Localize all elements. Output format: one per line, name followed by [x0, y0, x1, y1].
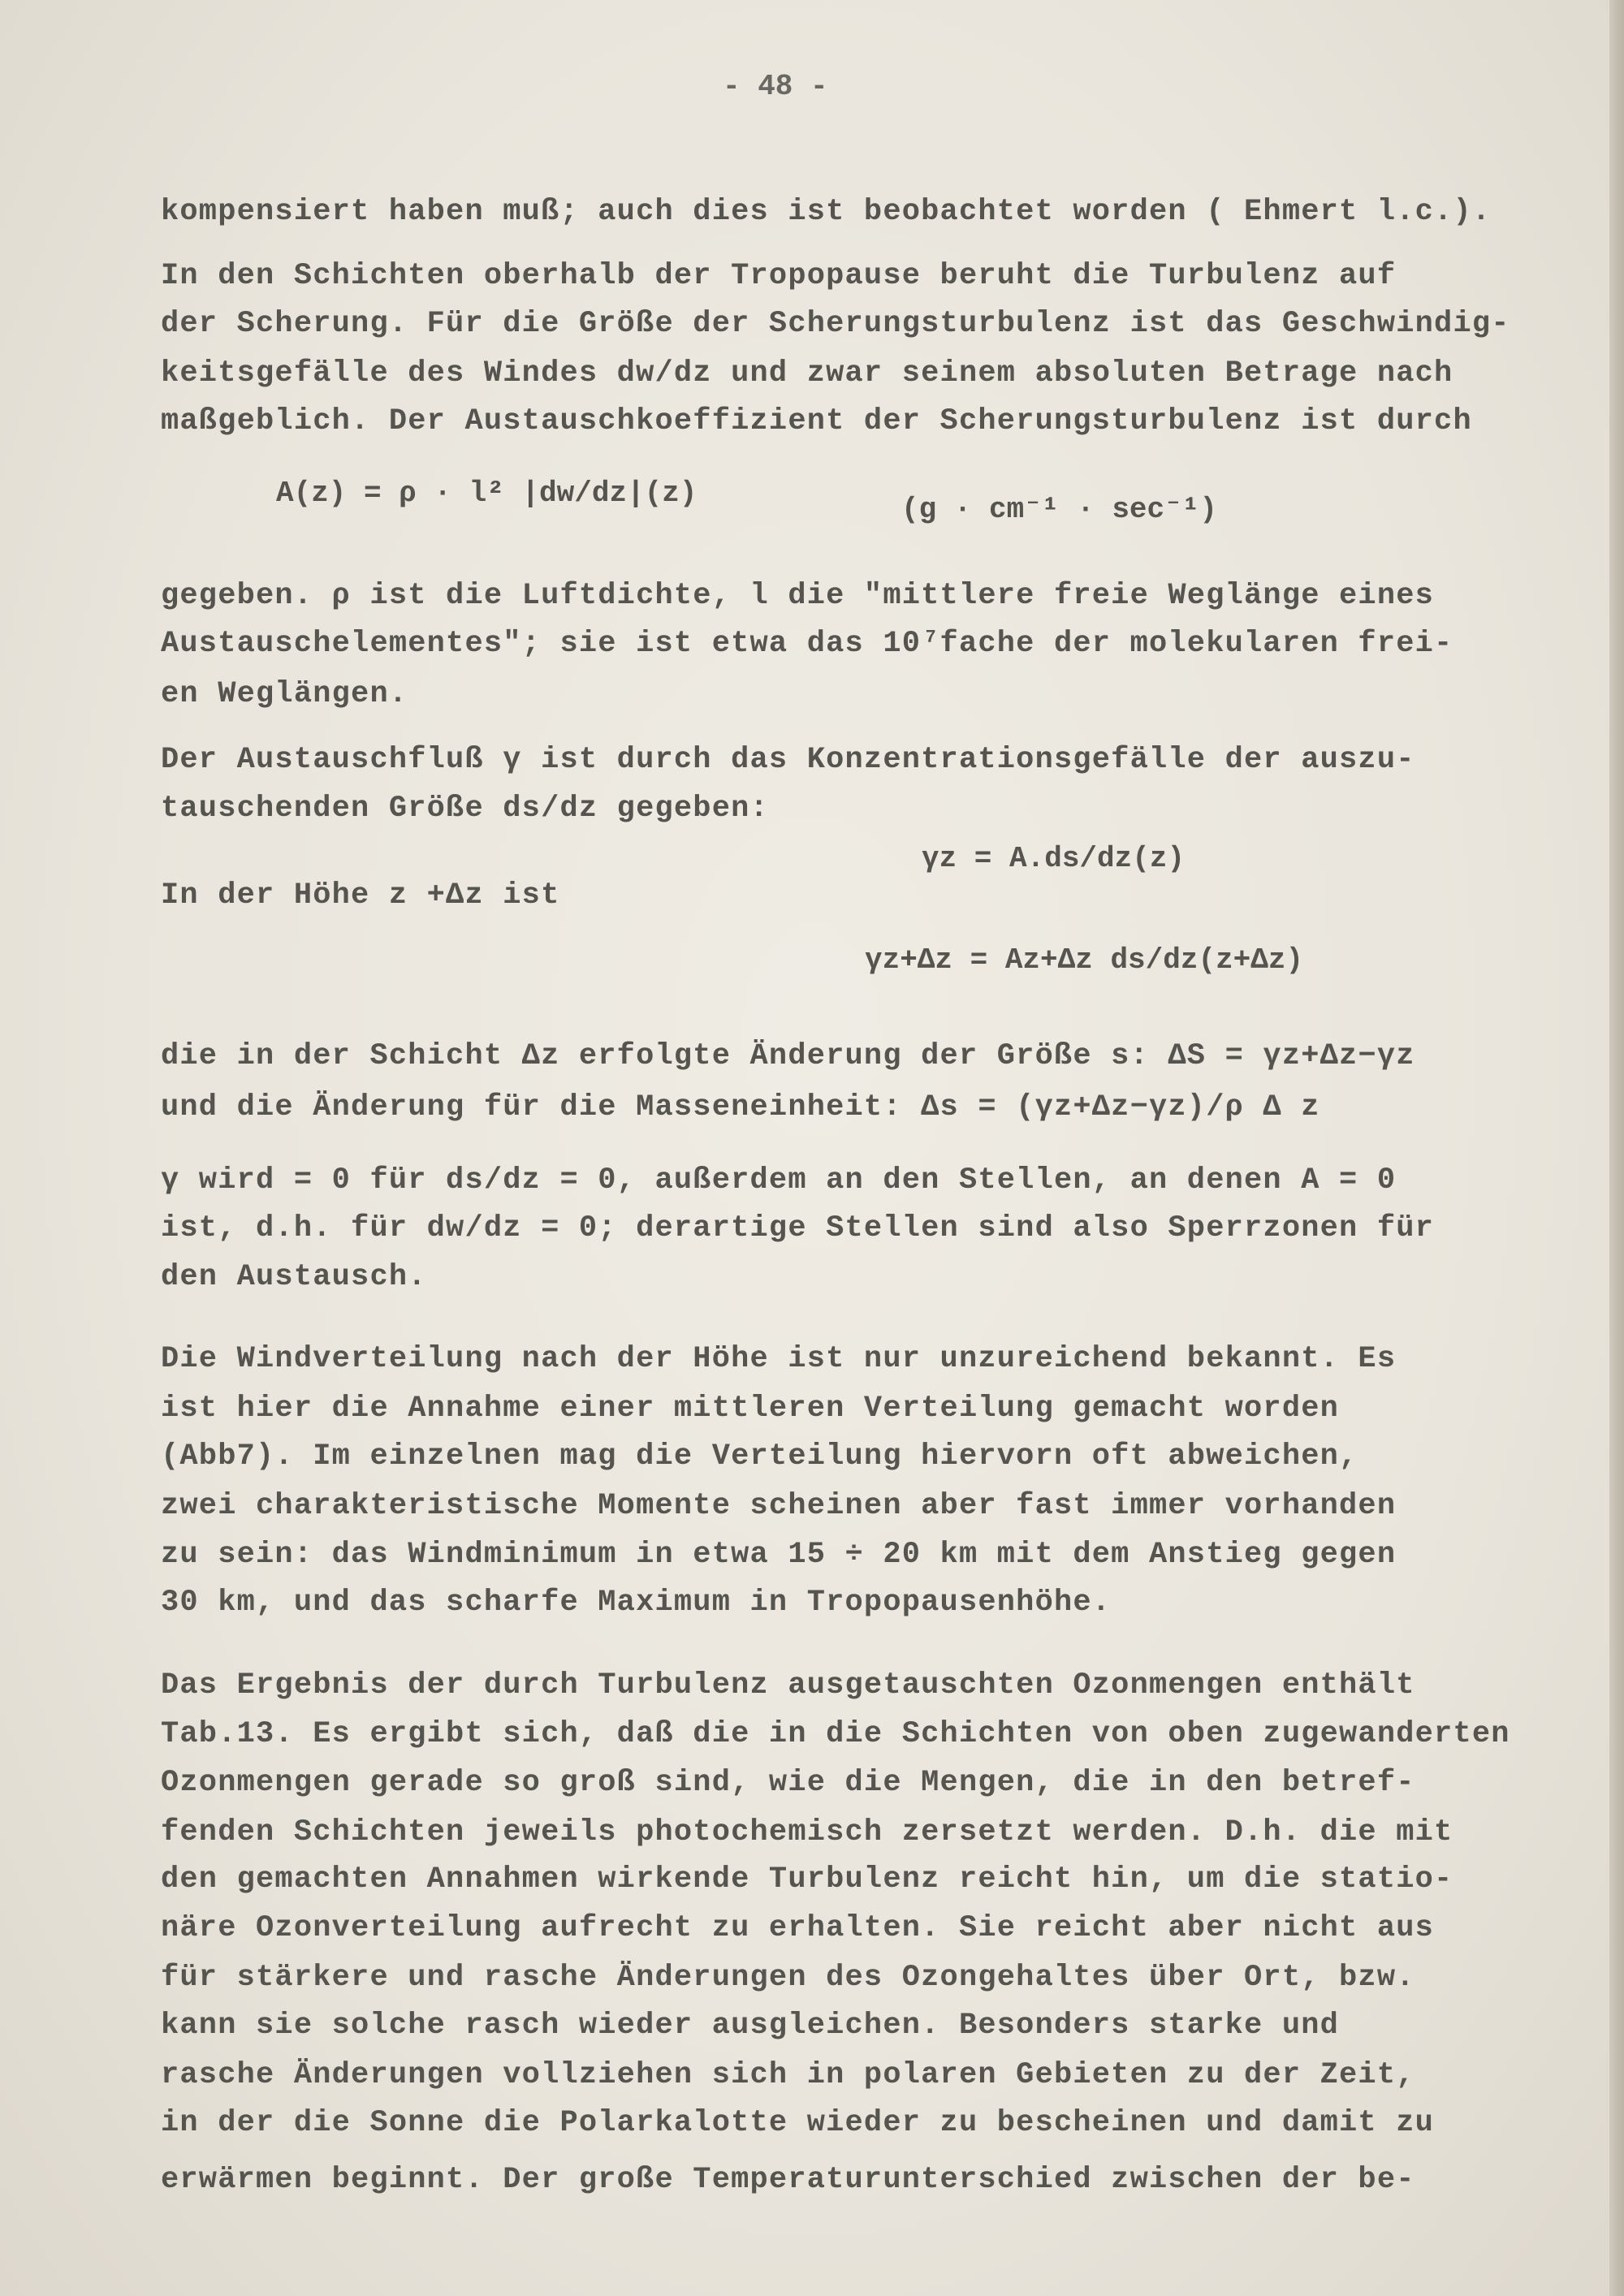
- text-line: fenden Schichten jeweils photochemisch zersetzt werden. D.h. die mit: [161, 1815, 1453, 1849]
- text-line: Die Windverteilung nach der Höhe ist nur unzureichend bekannt. Es: [161, 1342, 1397, 1376]
- text-line: tauschenden Größe ds/dz gegeben:: [161, 792, 769, 826]
- text-line: ist, d.h. für dw/dz = 0; derartige Stellen sind also Sperrzonen für: [161, 1211, 1435, 1245]
- text-line: näre Ozonverteilung aufrecht zu erhalten. Sie reicht aber nicht aus: [161, 1911, 1435, 1945]
- formula-coefficient: A(z) = ρ · l² |dw/dz|(z): [276, 477, 698, 510]
- text-line: ist hier die Annahme einer mittleren Verteilung gemacht worden: [161, 1392, 1340, 1426]
- text-line: und die Änderung für die Masseneinheit: Δs = (γz+Δz−γz)/ρ Δ z: [161, 1090, 1320, 1124]
- text-line: rasche Änderungen vollziehen sich in polaren Gebieten zu der Zeit,: [161, 2058, 1415, 2092]
- page-number: - 48 -: [723, 70, 828, 103]
- text-line: (Abb7). Im einzelnen mag die Verteilung hiervorn oft abweichen,: [161, 1439, 1358, 1474]
- text-line: Das Ergebnis der durch Turbulenz ausgetauschten Ozonmengen enthält: [161, 1668, 1415, 1703]
- formula-flux: γz = A.ds/dz(z): [922, 842, 1186, 875]
- text-line: gegeben. ρ ist die Luftdichte, l die "mittlere freie Weglänge eines: [161, 579, 1435, 613]
- page-edge: [1609, 0, 1624, 2296]
- text-line: in der die Sonne die Polarkalotte wieder zu bescheinen und damit zu: [161, 2106, 1435, 2140]
- text-line: für stärkere und rasche Änderungen des Ozongehaltes über Ort, bzw.: [161, 1961, 1415, 1995]
- text-line: der Scherung. Für die Größe der Scherungsturbulenz ist das Geschwindig-: [161, 307, 1510, 341]
- text-line: Ozonmengen gerade so groß sind, wie die Mengen, die in den betref-: [161, 1766, 1415, 1800]
- text-line: Tab.13. Es ergibt sich, daß die in die Schichten von oben zugewanderten: [161, 1717, 1510, 1751]
- text-line: maßgeblich. Der Austauschkoeffizient der Scherungsturbulenz ist durch: [161, 404, 1472, 438]
- text-line: zwei charakteristische Momente scheinen aber fast immer vorhanden: [161, 1489, 1397, 1523]
- text-line: en Weglängen.: [161, 677, 408, 711]
- formula-units: (g · cm⁻¹ · sec⁻¹): [901, 493, 1218, 526]
- text-line: Der Austauschfluß γ ist durch das Konzentrationsgefälle der auszu-: [161, 743, 1415, 777]
- text-line: keitsgefälle des Windes dw/dz und zwar seinem absoluten Betrage nach: [161, 356, 1453, 391]
- text-line: den gemachten Annahmen wirkende Turbulenz reicht hin, um die statio-: [161, 1862, 1453, 1897]
- text-line: γ wird = 0 für ds/dz = 0, außerdem an den Stellen, an denen A = 0: [161, 1163, 1397, 1198]
- text-line: kompensiert haben muß; auch dies ist beobachtet worden ( Ehmert l.c.).: [161, 195, 1492, 229]
- text-line: kann sie solche rasch wieder ausgleichen. Besonders starke und: [161, 2009, 1340, 2043]
- text-line: 30 km, und das scharfe Maximum in Tropopausenhöhe.: [161, 1586, 1112, 1620]
- text-line: erwärmen beginnt. Der große Temperaturunterschied zwischen der be-: [161, 2163, 1415, 2197]
- text-line: den Austausch.: [161, 1260, 427, 1294]
- text-line: In den Schichten oberhalb der Tropopause beruht die Turbulenz auf: [161, 259, 1397, 293]
- text-line: In der Höhe z +Δz ist: [161, 878, 560, 913]
- text-line: Austauschelementes"; sie ist etwa das 10⁷fache der molekularen frei-: [161, 627, 1453, 661]
- formula-flux-dz: γz+Δz = Az+Δz ds/dz(z+Δz): [865, 943, 1304, 977]
- text-line: zu sein: das Windminimum in etwa 15 ÷ 20 km mit dem Anstieg gegen: [161, 1538, 1397, 1572]
- text-line: die in der Schicht Δz erfolgte Änderung der Größe s: ΔS = γz+Δz−γz: [161, 1039, 1415, 1073]
